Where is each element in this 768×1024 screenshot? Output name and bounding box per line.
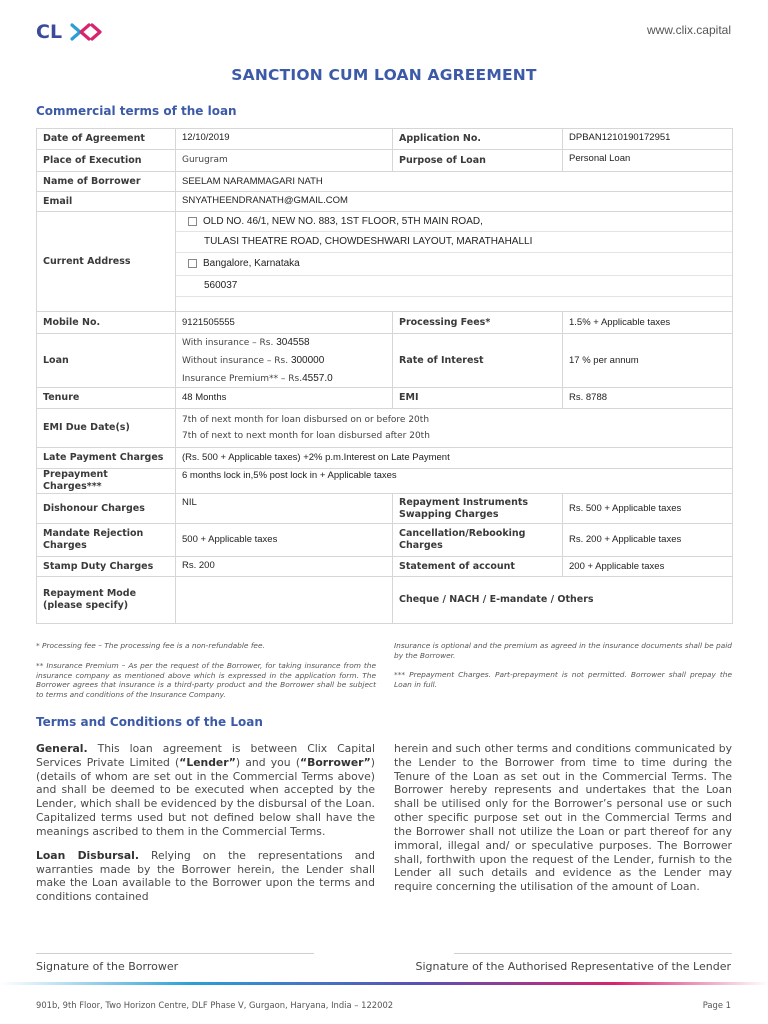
checkbox-icon [188, 259, 197, 268]
processing-fee-note: * Processing fee – The processing fee is a non-refundable fee. [36, 641, 265, 650]
emi-due-values: 7th of next month for loan disbursed on or before 20th 7th of next to next month for loan disbursed after 20th [176, 409, 733, 448]
table-row [37, 192, 733, 212]
table-row [37, 494, 733, 524]
rate-value: 17 % per annum [563, 334, 733, 388]
mandate-value: 500 + Applicable taxes [176, 524, 393, 557]
tenure-label: Tenure [37, 388, 176, 409]
late-payment-value: (Rs. 500 + Applicable taxes) +2% p.m.Interest on Late Payment [176, 448, 733, 469]
footer-address: 901b, 9th Floor, Two Horizon Centre, DLF Phase V, Gurgaon, Haryana, India – 122002 [36, 1000, 394, 1010]
processing-fees-label: Processing Fees* [393, 312, 563, 334]
repayment-mode-empty [176, 577, 393, 624]
loan-with-insurance: With insurance – Rs. 304558 [182, 337, 310, 348]
commercial-terms-table [36, 128, 733, 624]
prepayment-label: Prepayment Charges*** [37, 469, 176, 494]
mobile-value: 9121505555 [176, 312, 393, 334]
cancellation-value: Rs. 200 + Applicable taxes [563, 524, 733, 557]
table-row [37, 129, 733, 150]
date-value: 12/10/2019 [176, 129, 393, 150]
table-row [37, 172, 733, 192]
table-row [37, 150, 733, 172]
address-line: 560037 [176, 276, 732, 297]
swapping-label: Repayment Instruments Swapping Charges [393, 494, 563, 524]
borrower-signature-line[interactable] [36, 953, 314, 954]
dishonour-label: Dishonour Charges [37, 494, 176, 524]
prepayment-note: *** Prepayment Charges. Part-prepayment is not permitted. Borrower shall prepay the Loan in full. [394, 670, 732, 689]
late-payment-label: Late Payment Charges [37, 448, 176, 469]
general-paragraph: General. This loan agreement is between Clix Capital Services Private Limited (“Lender”) and you (“Borrower”) (details of whom are set out in the Commercial Terms above) and shall be deemed to be executed when accepted by the Lender, which shall be evidenced by the disbursal of the Loan. Capitalized terms used but not defined below shall have the meanings ascribed to them in the Commercial Terms. [36, 742, 375, 838]
email-label: Email [37, 192, 176, 212]
address-line: TULASI THEATRE ROAD, CHOWDESHWARI LAYOUT, MARATHAHALLI [176, 232, 732, 253]
footer-gradient-bar [0, 982, 768, 985]
svg-text:CL: CL [36, 22, 63, 42]
mandate-label: Mandate Rejection Charges [37, 524, 176, 557]
terms-left-column [36, 742, 375, 914]
terms-right-column: herein and such other terms and conditions communicated by the Lender to the Borrower from time to time during the Tenure of the Loan as set out in the Commercial Terms. The Borrower hereby represents and undertakes that the Loan shall be utilised only for the Borrower’s personal use or such other specific purpose set out in the Commercial Terms and the Borrower shall not utilize the Loan or part thereof for any immoral, illegal and/ or speculative purposes. The Borrower shall, forthwith upon the request of the Lender, furnish to the Lender all such details and evidence as the Lender may require concerning the utilisation of the amount of Loan. [394, 742, 732, 894]
address-label: Current Address [37, 212, 176, 312]
place-label: Place of Execution [37, 150, 176, 172]
disbursal-paragraph: Loan Disbursal. Relying on the representations and warranties made by the Borrower herein, the Lender shall make the Loan available to the Borrower upon the terms and conditions contained [36, 848, 375, 904]
lender-signature-line[interactable] [454, 953, 732, 954]
borrower-name-value: SEELAM NARAMMAGARI NATH [176, 172, 733, 192]
emi-due-label: EMI Due Date(s) [37, 409, 176, 448]
document-title: SANCTION CUM LOAN AGREEMENT [231, 66, 537, 84]
address-block [176, 212, 733, 312]
purpose-value: Personal Loan [563, 150, 733, 172]
tenure-value: 48 Months [176, 388, 393, 409]
date-label: Date of Agreement [37, 129, 176, 150]
mobile-label: Mobile No. [37, 312, 176, 334]
prepayment-value: 6 months lock in,5% post lock in + Applicable taxes [176, 469, 733, 494]
borrower-name-label: Name of Borrower [37, 172, 176, 192]
table-row [37, 312, 733, 334]
checkbox-icon [188, 217, 197, 226]
page-number: Page 1 [702, 1000, 731, 1010]
repayment-mode-options: Cheque / NACH / E-mandate / Others [393, 577, 733, 624]
repayment-mode-label: Repayment Mode (please specify) [37, 577, 176, 624]
place-value: Gurugram [176, 150, 393, 172]
cancellation-label: Cancellation/Rebooking Charges [393, 524, 563, 557]
table-row [37, 524, 733, 557]
loan-label: Loan [37, 334, 176, 388]
statement-value: 200 + Applicable taxes [563, 557, 733, 577]
terms-heading: Terms and Conditions of the Loan [36, 715, 263, 729]
insurance-optional-note: Insurance is optional and the premium as agreed in the insurance documents shall be paid by the Borrower. [394, 641, 732, 660]
table-row [37, 469, 733, 494]
insurance-premium-note: ** Insurance Premium – As per the request of the Borrower, for taking insurance from the insurance company as mentioned above which is expressed in the application form. The Borrower agrees that insurance is a third-party product and the Borrower shall be subject to terms and conditions of the Insurance Company. [36, 661, 376, 699]
swapping-value: Rs. 500 + Applicable taxes [563, 494, 733, 524]
loan-amounts [176, 334, 393, 388]
table-row [37, 409, 733, 448]
dishonour-value: NIL [176, 494, 393, 524]
address-line: OLD NO. 46/1, NEW NO. 883, 1ST FLOOR, 5TH MAIN ROAD, [176, 212, 732, 232]
rate-label: Rate of Interest [393, 334, 563, 388]
loan-without-insurance: Without insurance – Rs. 300000 [182, 354, 325, 366]
address-line [176, 297, 732, 311]
table-row [37, 577, 733, 624]
insurance-premium: Insurance Premium** – Rs.4557.0 [182, 372, 333, 384]
purpose-label: Purpose of Loan [393, 150, 563, 172]
statement-label: Statement of account [393, 557, 563, 577]
processing-fees-value: 1.5% + Applicable taxes [563, 312, 733, 334]
table-row [37, 448, 733, 469]
application-no-label: Application No. [393, 129, 563, 150]
table-row [37, 334, 733, 388]
table-row [37, 388, 733, 409]
clix-logo [36, 22, 108, 42]
table-row [37, 557, 733, 577]
emi-label: EMI [393, 388, 563, 409]
clix-logo-icon [36, 22, 108, 42]
borrower-signature-label: Signature of the Borrower [36, 960, 179, 973]
website-url[interactable]: www.clix.capital [646, 23, 731, 37]
stamp-duty-value: Rs. 200 [176, 557, 393, 577]
application-no-value: DPBAN1210190172951 [563, 129, 733, 150]
lender-signature-label: Signature of the Authorised Representative of the Lender [415, 960, 731, 973]
emi-value: Rs. 8788 [563, 388, 733, 409]
stamp-duty-label: Stamp Duty Charges [37, 557, 176, 577]
commercial-terms-heading: Commercial terms of the loan [36, 104, 237, 118]
address-line: Bangalore, Karnataka [176, 253, 732, 276]
table-row [37, 212, 733, 312]
email-value: SNYATHEENDRANATH@GMAIL.COM [176, 192, 733, 212]
